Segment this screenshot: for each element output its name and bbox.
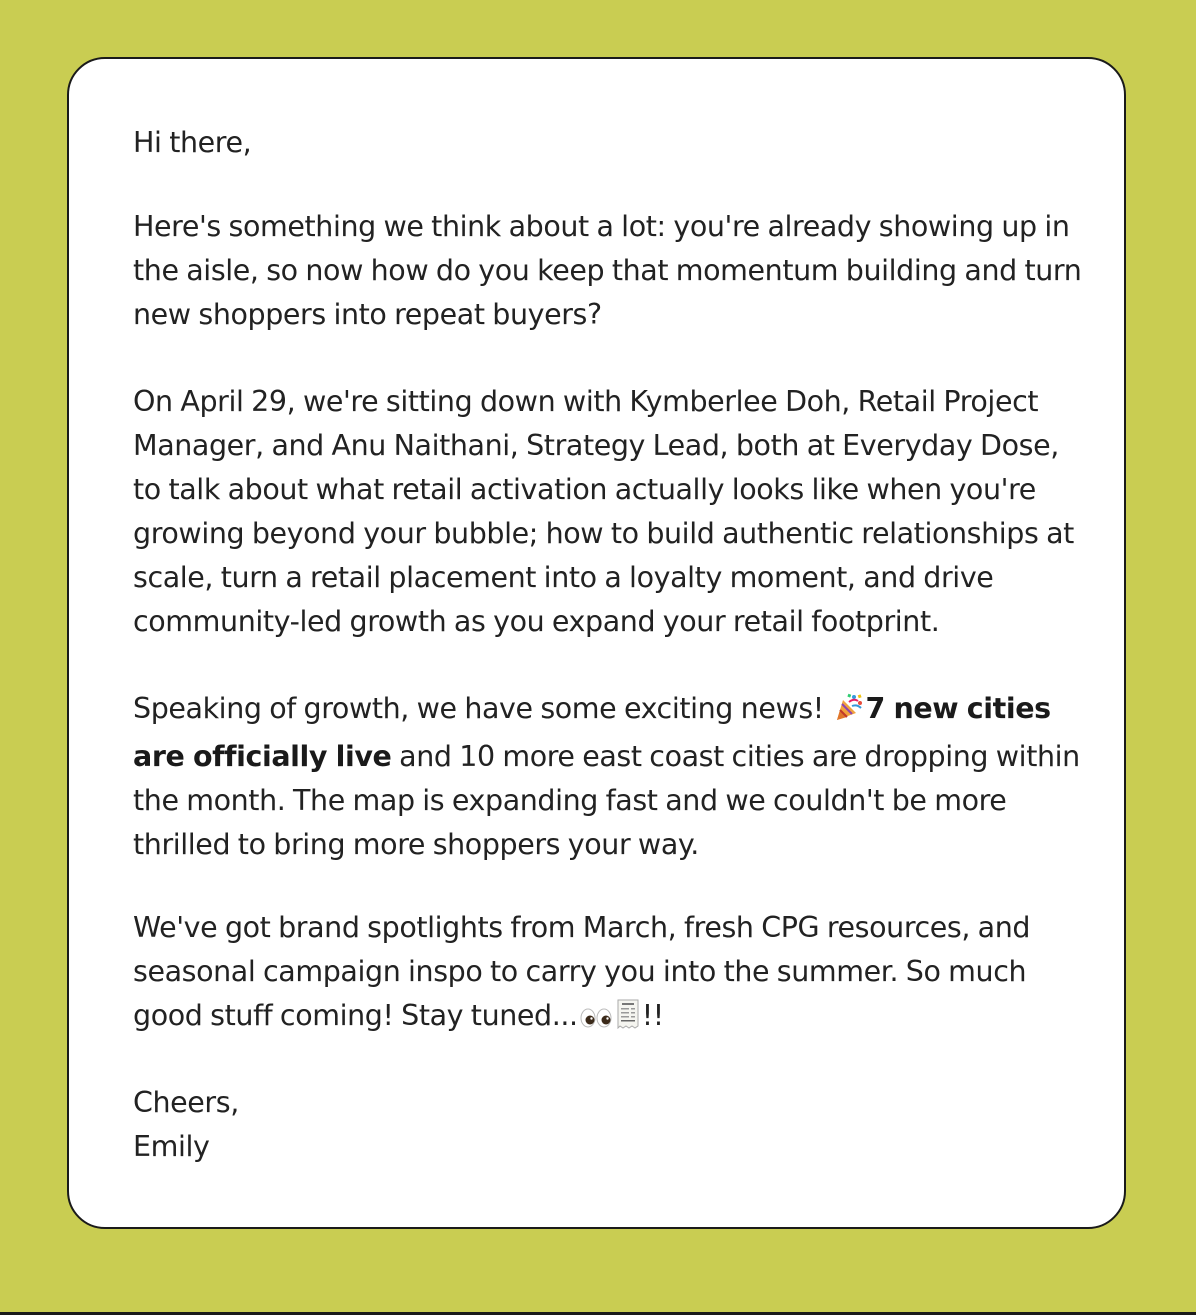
party-popper-icon — [834, 691, 864, 735]
resources-text: We've got brand spotlights from March, fresh CPG resources, and seasonal campaign inspo to carry you into the summer. So much good stuff coming! Stay tuned... — [133, 911, 1031, 1032]
signature: Emily — [133, 1130, 210, 1163]
receipt-icon — [616, 998, 640, 1042]
email-card — [67, 57, 1126, 1229]
event-paragraph: On April 29, we're sitting down with Kymberlee Doh, Retail Project Manager, and Anu Naithani, Strategy Lead, both at Everyday Dose, to talk about what retail activation actually looks like when you're growing beyond your bubble; how to build authentic relationships at scale, turn a retail placement into a loyalty moment, and drive community-led growth as you expand your retail footprint. — [133, 385, 1074, 638]
closing: Cheers, — [133, 1086, 239, 1119]
news-rest-text: and 10 more east coast cities are dropping within the month. The map is expanding fast and we couldn't be more thrilled to bring more shoppers your way. — [133, 740, 1080, 861]
exclamation-text: !! — [641, 999, 664, 1032]
new-cities-highlight: 7 new cities are officially live — [133, 692, 1051, 773]
intro-paragraph: Here's something we think about a lot: you're already showing up in the aisle, so now how do you keep that momentum building and turn new shoppers into repeat buyers? — [133, 210, 1082, 331]
news-intro-text: Speaking of growth, we have some exciting news! — [133, 692, 824, 725]
eyes-icon — [580, 998, 612, 1042]
greeting: Hi there, — [133, 126, 252, 159]
news-paragraph — [133, 687, 1084, 867]
signoff — [133, 1081, 1084, 1169]
resources-paragraph — [133, 906, 1084, 1042]
